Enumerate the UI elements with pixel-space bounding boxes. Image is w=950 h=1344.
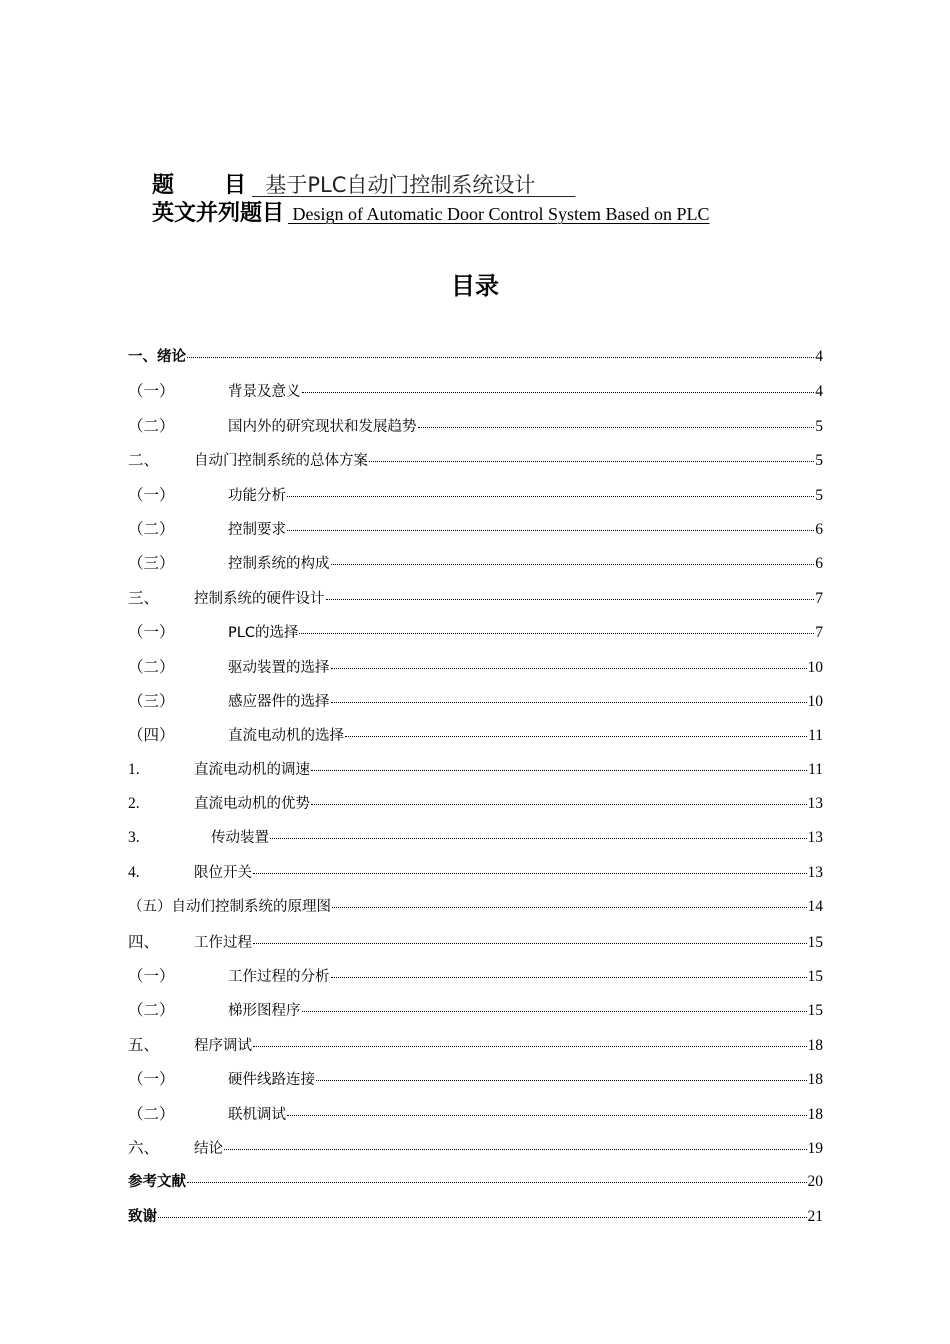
toc-entry-label: 工作过程 <box>194 934 252 951</box>
toc-entry-page: 19 <box>807 1139 823 1157</box>
toc-entry-page: 5 <box>815 452 823 470</box>
toc-entry-label: 功能分析 <box>228 487 286 504</box>
toc-entry-number: 五、 <box>128 1036 160 1054</box>
toc-entry-page: 18 <box>807 1036 823 1054</box>
toc-entry-page: 10 <box>807 658 823 676</box>
toc-dot-leader <box>331 564 815 565</box>
toc-entry[interactable] <box>128 930 823 964</box>
toc-dot-leader <box>270 838 807 839</box>
toc-heading: 目录 <box>451 272 499 300</box>
toc-entry-number: 4. <box>128 863 140 881</box>
toc-entry-number: （四） <box>128 727 175 745</box>
english-title-label: 英文并列题目 <box>152 201 285 226</box>
toc-entry-page: 13 <box>807 829 823 847</box>
title-label: 题目 <box>152 173 297 198</box>
toc-entry-number: （二） <box>128 1105 175 1123</box>
toc-entry-page: 13 <box>807 863 823 881</box>
toc-entry[interactable] <box>128 1170 823 1204</box>
toc-entry-label: 控制要求 <box>228 521 286 538</box>
toc-entry-label: 背景及意义 <box>228 384 301 401</box>
toc-dot-leader <box>302 1011 807 1012</box>
toc-dot-leader <box>253 1046 807 1047</box>
table-of-contents <box>128 345 823 1239</box>
toc-entry[interactable] <box>128 723 823 757</box>
toc-entry-label: 致谢 <box>128 1208 157 1225</box>
toc-dot-leader <box>418 427 815 428</box>
toc-entry[interactable] <box>128 414 823 448</box>
toc-entry-number: （一） <box>128 968 175 986</box>
toc-entry-page: 13 <box>807 795 823 813</box>
toc-entry[interactable] <box>128 1136 823 1170</box>
toc-entry-number: （一） <box>128 486 175 504</box>
toc-entry-number: 1. <box>128 760 140 778</box>
toc-dot-leader <box>299 633 814 634</box>
toc-entry[interactable] <box>128 620 823 654</box>
toc-dot-leader <box>287 496 814 497</box>
toc-entry[interactable] <box>128 689 823 723</box>
toc-entry-label: 自动门控制系统的总体方案 <box>194 453 368 470</box>
toc-entry-label: 驱动装置的选择 <box>228 659 330 676</box>
toc-entry-label: 感应器件的选择 <box>228 693 330 710</box>
toc-entry-page: 6 <box>815 520 823 538</box>
toc-entry-page: 6 <box>815 555 823 573</box>
toc-entry-number: （三） <box>128 692 175 710</box>
toc-entry[interactable] <box>128 379 823 413</box>
toc-entry[interactable] <box>128 345 823 379</box>
toc-entry-label: 直流电动机的优势 <box>194 796 310 813</box>
toc-dot-leader <box>187 1182 807 1183</box>
toc-dot-leader <box>331 702 807 703</box>
toc-dot-leader <box>332 907 807 908</box>
toc-entry[interactable] <box>128 998 823 1032</box>
toc-dot-leader <box>369 461 814 462</box>
toc-entry-page: 4 <box>815 348 823 365</box>
toc-dot-leader <box>253 943 807 944</box>
toc-entry-page: 5 <box>815 486 823 504</box>
toc-entry-page: 11 <box>808 727 823 745</box>
toc-entry-label: 传动装置 <box>211 830 269 847</box>
toc-entry-page: 18 <box>807 1105 823 1123</box>
toc-entry-label: 直流电动机的调速 <box>194 761 310 778</box>
toc-entry-label: 一、绪论 <box>128 349 186 365</box>
toc-entry-number: （二） <box>128 520 175 538</box>
toc-entry-label: 梯形图程序 <box>228 1003 301 1020</box>
toc-entry-label: 国内外的研究现状和发展趋势 <box>228 418 417 435</box>
toc-entry-page: 21 <box>807 1207 823 1225</box>
toc-dot-leader <box>326 599 815 600</box>
toc-entry-number: （二） <box>128 1002 175 1020</box>
toc-entry[interactable] <box>128 586 823 620</box>
toc-dot-leader <box>287 1115 807 1116</box>
toc-entry-number: 3. <box>128 829 140 847</box>
toc-entry-page: 5 <box>815 417 823 435</box>
title-value: 基于PLC自动门控制系统设计 <box>252 173 576 197</box>
toc-dot-leader <box>331 977 807 978</box>
toc-entry-number: 三、 <box>128 589 160 607</box>
toc-entry[interactable] <box>128 826 823 860</box>
toc-entry-number: 二、 <box>128 452 160 470</box>
toc-entry-label: （五）自动们控制系统的原理图 <box>128 899 331 916</box>
toc-dot-leader <box>187 357 814 358</box>
toc-entry-number: （一） <box>128 383 175 401</box>
toc-entry-label: 限位开关 <box>194 864 252 881</box>
toc-entry[interactable] <box>128 758 823 792</box>
toc-entry-number: （三） <box>128 555 175 573</box>
toc-entry-number: 六、 <box>128 1139 160 1157</box>
toc-entry-label: 直流电动机的选择 <box>228 728 344 745</box>
toc-entry[interactable] <box>128 517 823 551</box>
toc-entry[interactable] <box>128 861 823 895</box>
toc-dot-leader <box>302 392 815 393</box>
toc-entry-number: （二） <box>128 658 175 676</box>
toc-entry-number: 四、 <box>128 933 160 951</box>
toc-entry-label: 参考文献 <box>128 1174 186 1191</box>
toc-entry[interactable] <box>128 551 823 585</box>
toc-entry-page: 15 <box>807 933 823 951</box>
toc-entry-label: 结论 <box>194 1140 223 1157</box>
english-title-value: Design of Automatic Door Control System Based on PLC <box>288 204 710 224</box>
toc-entry-page: 15 <box>807 968 823 986</box>
toc-entry-page: 15 <box>807 1002 823 1020</box>
toc-entry-page: 20 <box>807 1173 823 1191</box>
toc-dot-leader <box>316 1080 807 1081</box>
toc-entry-label: 程序调试 <box>194 1037 252 1054</box>
toc-entry-number: （二） <box>128 417 175 435</box>
toc-entry[interactable] <box>128 792 823 826</box>
toc-entry-page: 11 <box>808 760 823 778</box>
toc-entry-page: 4 <box>815 383 823 401</box>
toc-entry-label: 硬件线路连接 <box>228 1072 315 1089</box>
toc-entry[interactable] <box>128 655 823 689</box>
toc-entry-page: 7 <box>815 589 823 607</box>
toc-entry[interactable] <box>128 895 823 929</box>
toc-dot-leader <box>253 873 807 874</box>
toc-entry-number: （一） <box>128 624 175 642</box>
toc-entry[interactable] <box>128 1205 823 1239</box>
toc-dot-leader <box>311 804 807 805</box>
toc-entry-label: 联机调试 <box>228 1106 286 1123</box>
english-title-row <box>152 196 710 226</box>
toc-entry[interactable] <box>128 1067 823 1101</box>
toc-dot-leader <box>331 668 807 669</box>
toc-entry[interactable] <box>128 483 823 517</box>
toc-entry-label: 控制系统的构成 <box>228 556 330 573</box>
toc-entry-page: 7 <box>815 624 823 642</box>
toc-entry-page: 14 <box>807 898 823 916</box>
toc-entry-page: 10 <box>807 692 823 710</box>
toc-entry-page: 18 <box>807 1071 823 1089</box>
toc-entry-number: （一） <box>128 1071 175 1089</box>
toc-entry-label: PLC的选择 <box>228 625 299 642</box>
toc-dot-leader <box>158 1217 807 1218</box>
toc-entry[interactable] <box>128 448 823 482</box>
toc-dot-leader <box>311 770 807 771</box>
toc-entry[interactable] <box>128 1033 823 1067</box>
toc-dot-leader <box>345 736 807 737</box>
title-row <box>152 168 710 198</box>
toc-entry-label: 工作过程的分析 <box>228 969 330 986</box>
toc-dot-leader <box>224 1149 807 1150</box>
toc-entry-label: 控制系统的硬件设计 <box>194 590 325 607</box>
title-block <box>152 168 710 226</box>
toc-entry[interactable] <box>128 964 823 998</box>
toc-entry-number: 2. <box>128 795 140 813</box>
toc-entry[interactable] <box>128 1102 823 1136</box>
toc-dot-leader <box>287 530 814 531</box>
